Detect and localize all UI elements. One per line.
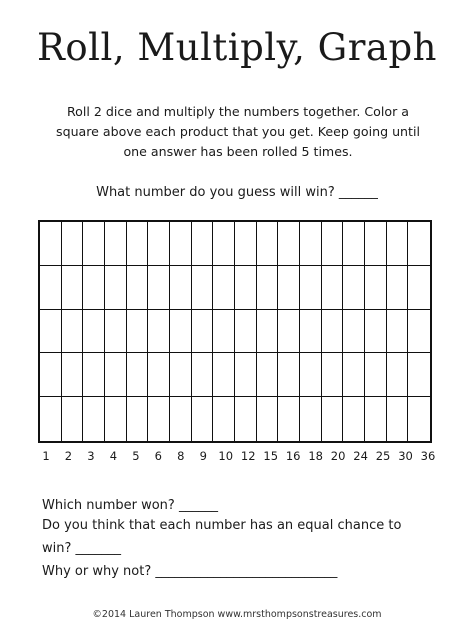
grid-cell — [170, 222, 192, 266]
question-equal-chance: Do you think that each number has an equal chance to — [42, 518, 402, 533]
grid-cell — [387, 310, 409, 354]
grid-cell — [105, 266, 127, 310]
grid-cell — [387, 266, 409, 310]
grid-cell — [365, 222, 387, 266]
question-why: Why or why not? ____________________________ — [42, 564, 338, 579]
grid-cell — [62, 353, 84, 397]
column-label: 5 — [132, 449, 140, 463]
grid-cell — [235, 397, 257, 441]
grid-cell — [343, 353, 365, 397]
column-label: 12 — [240, 449, 256, 463]
grid-cell — [300, 266, 322, 310]
question-which-won: Which number won? ______ — [42, 498, 218, 513]
grid-cell — [170, 266, 192, 310]
column-label: 30 — [398, 449, 413, 463]
grid-cell — [213, 397, 235, 441]
grid-cell — [170, 353, 192, 397]
grid-cell — [192, 266, 214, 310]
grid-cell — [213, 310, 235, 354]
grid-cell — [257, 310, 279, 354]
grid-cell — [40, 310, 62, 354]
grid-cell — [408, 266, 430, 310]
column-label: 36 — [420, 449, 436, 463]
grid-cell — [365, 310, 387, 354]
grid-cell — [148, 397, 170, 441]
grid-cell — [40, 266, 62, 310]
grid-cell — [83, 353, 105, 397]
grid-cell — [343, 222, 365, 266]
grid-cell — [257, 353, 279, 397]
column-label: 20 — [330, 449, 346, 463]
grid-cell — [127, 222, 149, 266]
grid-cell — [322, 310, 344, 354]
grid-cell — [278, 397, 300, 441]
grid-cell — [40, 397, 62, 441]
grid-cell — [322, 266, 344, 310]
grid-cell — [365, 353, 387, 397]
grid-cell — [408, 353, 430, 397]
grid-cell — [127, 397, 149, 441]
guess-prompt: What number do you guess will win? ______ — [96, 185, 378, 200]
grid-cell — [235, 353, 257, 397]
grid-cell — [213, 353, 235, 397]
grid-cell — [278, 353, 300, 397]
grid-cell — [278, 222, 300, 266]
grid-cell — [235, 222, 257, 266]
grid-cell — [322, 397, 344, 441]
grid-cell — [343, 310, 365, 354]
grid-cell — [127, 353, 149, 397]
column-label: 16 — [285, 449, 301, 463]
grid-cell — [62, 397, 84, 441]
grid-cell — [408, 222, 430, 266]
grid-cell — [278, 310, 300, 354]
grid-cell — [257, 266, 279, 310]
column-label: 2 — [64, 449, 73, 463]
grid-cell — [170, 397, 192, 441]
grid-cell — [127, 310, 149, 354]
graph-grid — [38, 220, 432, 443]
column-label: 10 — [218, 449, 234, 463]
grid-cell — [387, 353, 409, 397]
grid-cell — [387, 397, 409, 441]
grid-cell — [105, 310, 127, 354]
grid-cell — [192, 397, 214, 441]
grid-cell — [322, 222, 344, 266]
grid-cell — [83, 397, 105, 441]
grid-cell — [257, 222, 279, 266]
column-label: 4 — [109, 449, 118, 463]
column-label: 3 — [87, 449, 95, 463]
grid-cell — [127, 266, 149, 310]
grid-cell — [105, 353, 127, 397]
grid-cell — [365, 397, 387, 441]
grid-cell — [235, 266, 257, 310]
grid-cell — [322, 353, 344, 397]
grid-cell — [343, 397, 365, 441]
column-label: 1 — [42, 449, 50, 463]
grid-cell — [408, 310, 430, 354]
worksheet-title: Roll, Multiply, Graph — [37, 26, 437, 69]
grid-cell — [192, 310, 214, 354]
grid-cell — [387, 222, 409, 266]
grid-cell — [83, 222, 105, 266]
column-label: 25 — [375, 449, 391, 463]
grid-cell — [148, 222, 170, 266]
column-label: 15 — [263, 449, 279, 463]
grid-cell — [300, 222, 322, 266]
grid-cell — [148, 353, 170, 397]
grid-cell — [300, 353, 322, 397]
grid-cell — [300, 397, 322, 441]
grid-cell — [192, 222, 214, 266]
grid-cell — [408, 397, 430, 441]
grid-cell — [213, 266, 235, 310]
grid-cell — [257, 397, 279, 441]
grid-cell — [40, 353, 62, 397]
grid-cell — [235, 310, 257, 354]
column-label: 24 — [353, 449, 368, 463]
grid-cell — [300, 310, 322, 354]
grid-cell — [105, 397, 127, 441]
grid-cell — [213, 222, 235, 266]
grid-cell — [83, 266, 105, 310]
column-labels — [36, 449, 438, 465]
grid-cell — [365, 266, 387, 310]
instructions-text: Roll 2 dice and multiply the numbers together. Color a square above each product that you get. Keep going until one answer has been rolled 5 times. — [56, 104, 420, 159]
grid-cell — [62, 310, 84, 354]
grid-cell — [278, 266, 300, 310]
column-label: 9 — [199, 449, 207, 463]
column-label: 8 — [177, 449, 185, 463]
grid-cell — [83, 310, 105, 354]
grid-cell — [192, 353, 214, 397]
copyright-footer: ©2014 Lauren Thompson www.mrsthompsonstreasures.com — [92, 609, 382, 620]
grid-cell — [40, 222, 62, 266]
column-label: 18 — [308, 449, 323, 463]
column-label: 6 — [154, 449, 163, 463]
grid-cell — [62, 222, 84, 266]
grid-cell — [105, 222, 127, 266]
grid-cell — [148, 266, 170, 310]
question-equal-chance-continued: win? _______ — [42, 541, 122, 556]
grid-cell — [148, 310, 170, 354]
grid-cell — [343, 266, 365, 310]
grid-cell — [170, 310, 192, 354]
grid-cell — [62, 266, 84, 310]
